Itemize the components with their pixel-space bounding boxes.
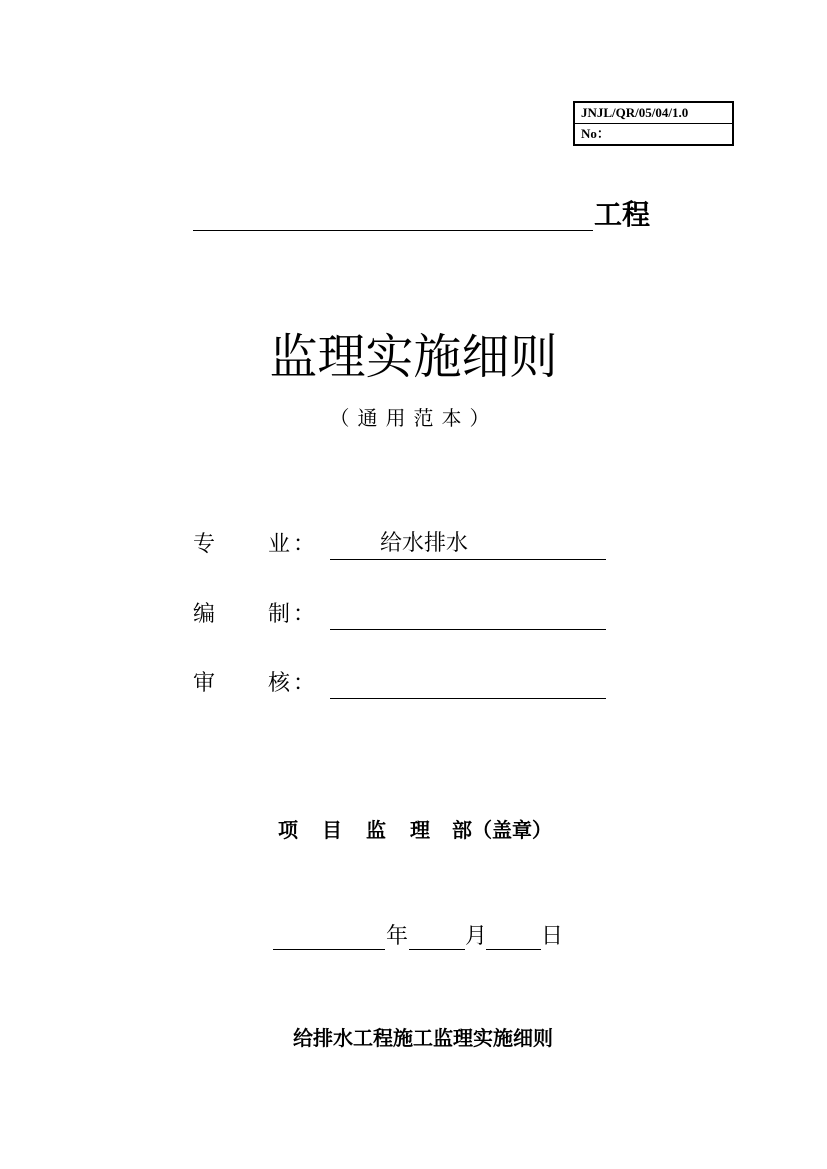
sub-title: （通用范本） [329, 406, 498, 430]
document-code-box [573, 101, 734, 146]
date-month-blank [409, 949, 465, 950]
field-specialty-value: 给水排水 [380, 531, 469, 556]
supervision-department-seal: 部（盖章） [452, 818, 552, 842]
document-number-label: No： [581, 125, 610, 141]
date-day-blank [486, 949, 541, 950]
field-reviewer-blank [330, 698, 606, 699]
date-year-label: 年 [386, 924, 409, 949]
supervision-department-char3: 监 [366, 818, 386, 842]
project-suffix: 工程 [594, 198, 651, 231]
project-name-blank [193, 230, 593, 231]
supervision-department-char4: 理 [410, 818, 430, 842]
field-reviewer [193, 667, 613, 703]
project-name-line [193, 198, 655, 234]
date-line [273, 922, 573, 954]
supervision-department-char1: 项 [278, 818, 298, 842]
footer-title: 给排水工程施工监理实施细则 [293, 1026, 553, 1050]
field-specialty-label-char1: 专 [193, 532, 216, 557]
field-reviewer-colon: ： [293, 671, 316, 696]
field-compiler-colon: ： [293, 602, 316, 627]
field-specialty-label-char2: 业 [268, 532, 291, 557]
supervision-department-char2: 目 [322, 818, 342, 842]
supervision-department [278, 815, 552, 845]
date-month-label: 月 [465, 924, 488, 949]
date-day-label: 日 [541, 924, 564, 949]
field-specialty-colon: ： [293, 532, 316, 557]
field-reviewer-label-char1: 审 [193, 671, 216, 696]
document-code: JNJL/QR/05/04/1.0 [575, 103, 732, 124]
field-specialty [193, 528, 613, 564]
field-compiler-label-char2: 制 [268, 602, 291, 627]
field-compiler [193, 598, 613, 634]
field-reviewer-label-char2: 核 [268, 671, 291, 696]
field-compiler-blank [330, 629, 606, 630]
main-title: 监理实施细则 [269, 329, 558, 385]
field-compiler-label-char1: 编 [193, 602, 216, 627]
date-year-blank [273, 949, 385, 950]
